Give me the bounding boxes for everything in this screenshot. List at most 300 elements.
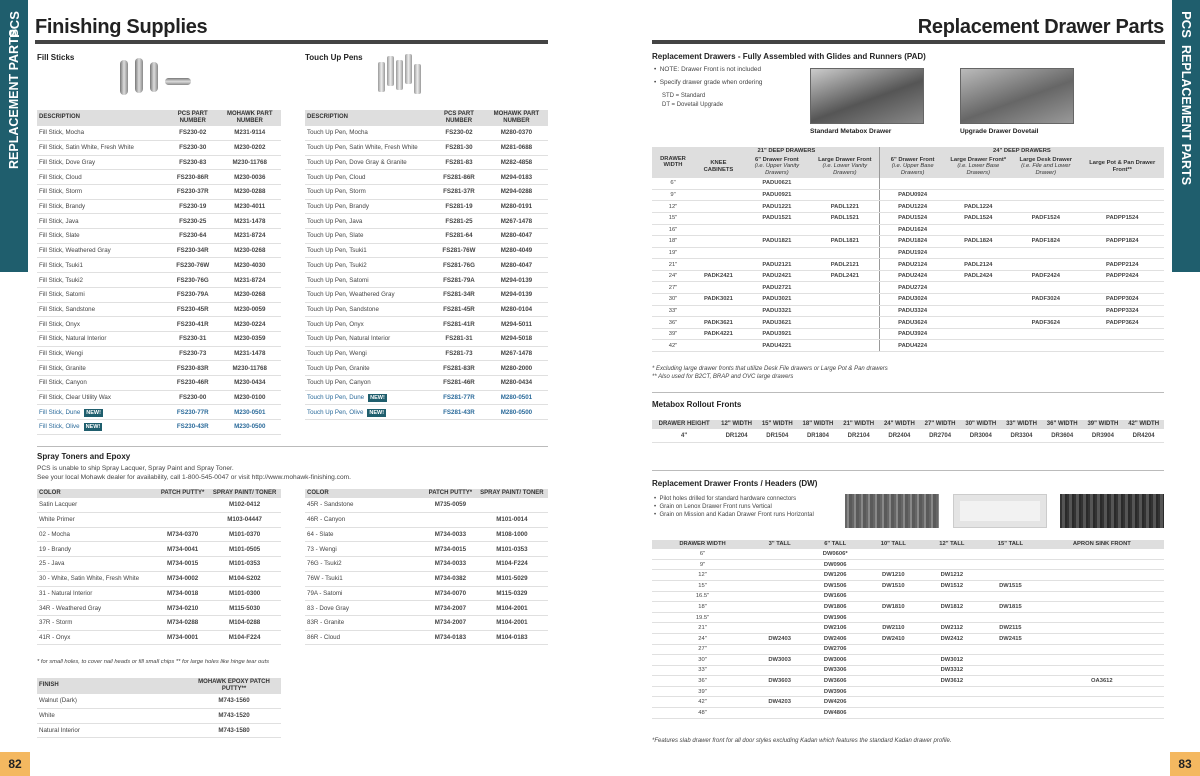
table-cell: Walnut (Dark) (37, 694, 187, 709)
table-cell: M230-0036 (218, 170, 281, 185)
metabox-table (652, 420, 1164, 443)
table-cell: FS230-00 (167, 390, 218, 405)
table-cell: 45R - Sandstone (305, 498, 425, 513)
spray-table-right: COLOR PATCH PUTTY* SPRAY PAINT/ TONER 45R - Sandstone M735-0059 46R - Canyon M101-0014 64 - Slate M734-0033 M108-1000 73 - Wengi M734-0015 M101-0353 76G - Tsuki2 M734-0033 M104-F224 76W - Tsuki1 M734-0382 M101-5029 79A - Satomi M734-0070 M115-0329 83 - Dove Gray M734-2007 M104-2001 83R - Granite M734-2007 M104-2001 86R - Cloud M734-0183 M104-0183 (305, 489, 548, 645)
table-cell (1040, 665, 1164, 676)
table-cell (1011, 247, 1080, 259)
right-page-title: Replacement Drawer Parts (917, 16, 1164, 38)
table-cell (157, 498, 208, 513)
table-cell: PADU3621 (743, 317, 811, 329)
table-cell: 9" (652, 189, 694, 201)
table-cell: PADU0921 (743, 189, 811, 201)
table-cell: M294-0139 (485, 273, 548, 288)
table-cell: M230-0434 (218, 375, 281, 390)
table-cell: 83 - Dove Gray (305, 601, 425, 616)
table-cell: Touch Up Pen, Satin White, Fresh White (305, 140, 433, 155)
touch-up-pen-row (305, 126, 548, 141)
table-cell: 36" (652, 676, 753, 687)
table-cell: 39" (652, 686, 753, 697)
table-cell (753, 549, 806, 560)
table-cell (157, 513, 208, 528)
table-cell (981, 708, 1040, 719)
table-cell: 6" (652, 549, 753, 560)
table-cell: M734-2007 (425, 601, 476, 616)
table-cell: M231-8724 (218, 229, 281, 244)
table-cell: M735-0059 (425, 498, 476, 513)
table-cell: Touch Up Pen, Onyx (305, 317, 433, 332)
pad-row (652, 189, 1164, 201)
table-cell: PADPP3024 (1081, 294, 1164, 306)
pad-row (652, 247, 1164, 259)
table-cell: Touch Up Pen, Granite (305, 361, 433, 376)
table-cell: M101-0370 (208, 527, 281, 542)
spray-row (37, 498, 281, 513)
table-cell: M734-0033 (425, 527, 476, 542)
table-cell (811, 224, 879, 236)
table-cell: M743-1520 (187, 708, 281, 723)
table-cell: M280-0104 (485, 302, 548, 317)
spray-row (305, 527, 548, 542)
table-cell: PADU0621 (743, 178, 811, 190)
table-cell: PADPP3324 (1081, 305, 1164, 317)
dw-row (652, 665, 1164, 676)
table-cell: Fill Stick, Slate (37, 229, 167, 244)
table-cell: DW3906 (806, 686, 864, 697)
table-cell: FS230-41R (167, 317, 218, 332)
table-cell: PADK3621 (694, 317, 743, 329)
spray-row (305, 513, 548, 528)
table-cell (945, 340, 1011, 352)
table-cell: FS281-34R (433, 287, 485, 302)
fill-stick-row (37, 361, 281, 376)
table-cell: FS230-79A (167, 287, 218, 302)
touch-up-pens-table: DESCRIPTION PCS PART NUMBER MOHAWK PART NUMBER Touch Up Pen, Mocha FS230-02 M280-0370 Touch Up Pen, Satin White, Fresh White FS281-30 M281-0688 Touch Up Pen, Dove Gray & Granite FS281-83 M282-4858 Touch Up Pen, Cloud FS281-86R M294-0183 Touch Up Pen, Storm FS281-37R M294-0288 Touch Up Pen, Brandy FS281-19 M280-0191 Touch Up Pen, Java FS281-25 M267-1478 Touch Up Pen, Slate FS281-64 M280-4047 Touch Up Pen, Tsuki1 FS281-76W M280-4049 Touch Up Pen, Tsuki2 FS281-76G M280-4047 Touch Up Pen, Satomi FS281-79A M294-0139 Touch Up Pen, Weathered Gray FS281-34R M294-0139 Touch Up Pen, Sandstone FS281-45R M280-0104 Touch Up Pen, Onyx FS281-41R M294-5011 Touch Up Pen, Natural Interior FS281-31 M294-5018 Touch Up Pen, Wengi FS281-73 M267-1478 Touch Up Pen, Granite FS281-83R M280-2000 Touch Up Pen, Canyon FS281-46R M280-0434 Touch Up Pen, Dune NEW! FS281-77R M280-0501 Touch Up Pen, Olive NEW! FS281-43R M280-0500 (305, 110, 548, 420)
table-cell (945, 317, 1011, 329)
table-cell: FS281-25 (433, 214, 485, 229)
table-cell: PADL1824 (945, 236, 1011, 248)
table-cell: Natural Interior (37, 723, 187, 738)
table-cell: M230-4011 (218, 199, 281, 214)
table-cell: Touch Up Pen, Dune NEW! (305, 390, 433, 405)
metabox-header: 42" WIDTH (1123, 420, 1164, 429)
table-cell: Fill Stick, Natural Interior (37, 331, 167, 346)
table-cell: FS230-46R (167, 375, 218, 390)
table-cell: FS281-45R (433, 302, 485, 317)
table-cell: DW3312 (923, 665, 982, 676)
touch-up-pen-row (305, 346, 548, 361)
metabox-header: 39" WIDTH (1083, 420, 1124, 429)
table-cell: DW3603 (753, 676, 806, 687)
table-cell: M734-0015 (157, 557, 208, 572)
pad-heading: Replacement Drawers - Fully Assembled with Glides and Runners (PAD) (652, 52, 926, 61)
table-cell (864, 612, 923, 623)
table-cell (1040, 697, 1164, 708)
fill-stick-row (37, 140, 281, 155)
table-cell: 15" (652, 580, 753, 591)
table-cell: 21" (652, 623, 753, 634)
table-cell (694, 340, 743, 352)
spray-row (37, 557, 281, 572)
table-cell: M294-0288 (485, 185, 548, 200)
table-cell (945, 282, 1011, 294)
table-cell: PADU3924 (879, 328, 945, 340)
table-cell (694, 259, 743, 271)
table-cell: M280-0500 (485, 405, 548, 420)
table-cell (981, 655, 1040, 666)
touch-up-pen-row (305, 229, 548, 244)
fill-stick-row (37, 405, 281, 420)
table-cell: M734-0210 (157, 601, 208, 616)
table-cell (945, 247, 1011, 259)
table-cell (811, 282, 879, 294)
table-cell (923, 559, 982, 570)
table-cell (811, 294, 879, 306)
table-cell: FS230-25 (167, 214, 218, 229)
table-cell: 34R - Weathered Gray (37, 601, 157, 616)
fill-stick-row (37, 273, 281, 288)
table-cell: Fill Stick, Weathered Gray (37, 243, 167, 258)
right-side-tab (1172, 0, 1200, 776)
table-cell: M280-2000 (485, 361, 548, 376)
table-cell (1040, 549, 1164, 560)
table-cell: PADU1824 (879, 236, 945, 248)
table-cell: M108-1000 (476, 527, 548, 542)
table-cell (981, 570, 1040, 581)
table-cell (694, 212, 743, 224)
table-cell: White Primer (37, 513, 157, 528)
table-cell: PADF3024 (1011, 294, 1080, 306)
table-cell: DW1812 (923, 602, 982, 613)
metabox-header: 30" WIDTH (960, 420, 1001, 429)
table-cell: M734-0288 (157, 615, 208, 630)
dw-row (652, 559, 1164, 570)
table-cell: PADPP2124 (1081, 259, 1164, 271)
table-cell: FS230-02 (433, 126, 485, 141)
table-cell (1011, 305, 1080, 317)
table-cell: M280-4049 (485, 243, 548, 258)
table-cell: PADF1524 (1011, 212, 1080, 224)
table-cell: Touch Up Pen, Brandy (305, 199, 433, 214)
dw-bullet-3: • Grain on Mission and Kadan Drawer Front runs Horizontal (654, 512, 814, 518)
table-cell (1011, 259, 1080, 271)
table-cell: M280-0434 (485, 375, 548, 390)
table-cell: FS230-31 (167, 331, 218, 346)
touch-up-pens-heading: Touch Up Pens (305, 53, 363, 62)
table-cell: DW0606* (806, 549, 864, 560)
table-cell: DW1606 (806, 591, 864, 602)
table-cell (811, 305, 879, 317)
metabox-header: 12" WIDTH (716, 420, 757, 429)
table-cell: 19" (652, 247, 694, 259)
pad-row (652, 317, 1164, 329)
metabox-cell: DR1804 (798, 429, 839, 443)
table-cell: PADL1524 (945, 212, 1011, 224)
table-cell: DW2110 (864, 623, 923, 634)
table-cell (1040, 633, 1164, 644)
table-cell: 27" (652, 282, 694, 294)
table-cell: 15" (652, 212, 694, 224)
table-cell: Touch Up Pen, Dove Gray & Granite (305, 155, 433, 170)
table-cell (811, 340, 879, 352)
table-cell: M104-F224 (208, 630, 281, 645)
table-cell: DW3012 (923, 655, 982, 666)
table-cell: 64 - Slate (305, 527, 425, 542)
table-cell (476, 498, 548, 513)
right-page-number: 83 (1170, 752, 1200, 776)
spray-row (305, 601, 548, 616)
metabox-heading: Metabox Rollout Fronts (652, 400, 742, 409)
pad-row (652, 305, 1164, 317)
table-cell: Satin Lacquer (37, 498, 157, 513)
table-cell (694, 282, 743, 294)
table-cell: DW1515 (981, 580, 1040, 591)
table-cell: PADU2124 (879, 259, 945, 271)
pad-row (652, 224, 1164, 236)
spray-row (305, 498, 548, 513)
table-cell: FS230-83R (167, 361, 218, 376)
dw-row (652, 686, 1164, 697)
table-cell: M267-1478 (485, 214, 548, 229)
dw-row (652, 602, 1164, 613)
dw-header: 10" TALL (864, 540, 923, 549)
table-cell: Touch Up Pen, Wengi (305, 346, 433, 361)
table-cell: M230-0359 (218, 331, 281, 346)
pad-bullet-1: • NOTE: Drawer Front is not included (654, 66, 762, 73)
dw-row (652, 612, 1164, 623)
table-cell (753, 570, 806, 581)
dw-bullet-1: • Pilot holes drilled for standard hardware connectors (654, 496, 797, 502)
table-cell: DW3612 (923, 676, 982, 687)
table-cell: FS281-86R (433, 170, 485, 185)
table-cell: Fill Stick, Satomi (37, 287, 167, 302)
table-cell: M230-0224 (218, 317, 281, 332)
table-cell: M231-8724 (218, 273, 281, 288)
spray-row (37, 586, 281, 601)
table-cell (811, 247, 879, 259)
right-side-label: REPLACEMENT PARTS (1179, 45, 1193, 186)
pad-table: DRAWER WIDTH 21" DEEP DRAWERS 24" DEEP DRAWERS KNEE CABINETS 6" Drawer Front (i.e. Upper Vanity Drawers) Large Drawer Front (i.e. Lower Vanity Drawers) 6" Drawer Front (i.e. Upper Base Drawers) Large Drawer Front* (i.e. Lower Base Drawers) Large Desk Drawer (i.e. File and Lower Drawer) Large Pot & Pan Drawer Front** 6" PADU0621 9" PADU0921 PADU0924 12" PADU1221 PADL1221 PADU1224 PADL1224 15" PADU1521 PADL1521 PADU1524 PADL1524 PADF1524 PADPP1524 16" PADU1624 18" PADU1821 PADL1821 PADU1824 PADL1824 PADF1824 PADPP1824 19" PADU1924 21" PADU2121 PADL2121 PADU2124 PADL2124 PADPP2124 24" PADK2421 PADU2421 PADL2421 PADU2424 PADL2424 PADF2424 PADPP2424 27" PADU2721 PADU2724 30" PADK3021 PADU3021 PADU3024 PADF3024 PADPP3024 33" PADU3321 PADU3324 PADPP3324 36" PADK3621 PADU3621 PADU3624 PADF3624 PADPP3624 39" PADK4221 PADU3921 PADU3924 42" PADU4221 PADU4224 (652, 147, 1164, 352)
table-cell: M734-0002 (157, 571, 208, 586)
table-cell (753, 623, 806, 634)
table-cell: PADU4224 (879, 340, 945, 352)
table-cell (753, 644, 806, 655)
table-cell (981, 559, 1040, 570)
table-cell (753, 665, 806, 676)
spray-row (305, 615, 548, 630)
touch-up-pen-row (305, 361, 548, 376)
left-page-number: 82 (0, 752, 30, 776)
table-cell: PADL2424 (945, 270, 1011, 282)
touch-up-pen-row (305, 140, 548, 155)
table-cell: Fill Stick, Satin White, Fresh White (37, 140, 167, 155)
table-cell: PADPP1824 (1081, 236, 1164, 248)
fill-stick-row (37, 317, 281, 332)
spray-line-2: See your local Mohawk dealer for availability, call 1-800-545-0047 or visit http://www.mohawk-finishing.com. (37, 474, 351, 481)
table-cell: PADU2421 (743, 270, 811, 282)
metabox-cell: DR2704 (920, 429, 961, 443)
table-cell: DW4203 (753, 697, 806, 708)
table-cell: DW1810 (864, 602, 923, 613)
pad-row (652, 270, 1164, 282)
table-cell: Fill Stick, Mocha (37, 126, 167, 141)
table-cell (923, 686, 982, 697)
table-cell: PADU2724 (879, 282, 945, 294)
metabox-cell: DR2104 (838, 429, 879, 443)
table-cell: DW3006 (806, 655, 864, 666)
table-cell: Fill Stick, Java (37, 214, 167, 229)
table-cell (694, 236, 743, 248)
table-cell (864, 665, 923, 676)
metabox-cell: DR3904 (1083, 429, 1124, 443)
table-cell: M734-0041 (157, 542, 208, 557)
table-cell: 83R - Granite (305, 615, 425, 630)
metabox-header: 33" WIDTH (1001, 420, 1042, 429)
table-cell: Fill Stick, Tsuki1 (37, 258, 167, 273)
table-cell (694, 224, 743, 236)
table-cell (864, 697, 923, 708)
new-badge: NEW! (85, 424, 101, 431)
table-cell (1040, 623, 1164, 634)
table-cell: PADU1221 (743, 201, 811, 213)
spray-row (305, 557, 548, 572)
table-cell: 02 - Mocha (37, 527, 157, 542)
table-cell: PADL1821 (811, 236, 879, 248)
table-cell: Touch Up Pen, Java (305, 214, 433, 229)
table-cell: PADU1624 (879, 224, 945, 236)
table-cell (1011, 224, 1080, 236)
table-cell: DW2112 (923, 623, 982, 634)
table-cell: M230-0202 (218, 140, 281, 155)
table-cell (694, 189, 743, 201)
table-cell (1040, 708, 1164, 719)
spray-line-1: PCS is unable to ship Spray Lacquer, Spray Paint and Spray Toner. (37, 465, 234, 472)
fill-sticks-table: DESCRIPTION PCS PART NUMBER MOHAWK PART NUMBER Fill Stick, Mocha FS230-02 M231-9114 Fill Stick, Satin White, Fresh White FS230-30 M230-0202 Fill Stick, Dove Gray FS230-83 M230-11768 Fill Stick, Cloud FS230-86R M230-0036 Fill Stick, Storm FS230-37R M230-0288 Fill Stick, Brandy FS230-19 M230-4011 Fill Stick, Java FS230-25 M231-1478 Fill Stick, Slate FS230-64 M231-8724 Fill Stick, Weathered Gray FS230-34R M230-0268 Fill Stick, Tsuki1 FS230-76W M230-4030 Fill Stick, Tsuki2 FS230-76G M231-8724 Fill Stick, Satomi FS230-79A M230-0268 Fill Stick, Sandstone FS230-45R M230-0059 Fill Stick, Onyx FS230-41R M230-0224 Fill Stick, Natural Interior FS230-31 M230-0359 Fill Stick, Wengi FS230-73 M231-1478 Fill Stick, Granite FS230-83R M230-11768 Fill Stick, Canyon FS230-46R M230-0434 Fill Stick, Clear Utility Wax FS230-00 M230-0100 Fill Stick, Dune NEW! FS230-77R M230-0501 Fill Stick, Olive NEW! FS230-43R M230-0500 (37, 110, 281, 435)
table-cell: 19.5" (652, 612, 753, 623)
spray-row (37, 542, 281, 557)
right-title-rule (652, 40, 1165, 44)
table-cell: DW1512 (923, 580, 982, 591)
metabox-cell: DR1504 (757, 429, 798, 443)
table-cell: M230-11768 (218, 361, 281, 376)
table-cell (945, 178, 1011, 190)
table-cell: M280-0370 (485, 126, 548, 141)
table-cell (981, 644, 1040, 655)
dw-header: DRAWER WIDTH (652, 540, 753, 549)
pad-row (652, 259, 1164, 271)
fill-stick-row (37, 155, 281, 170)
table-cell: Touch Up Pen, Sandstone (305, 302, 433, 317)
table-cell (694, 305, 743, 317)
table-cell (1011, 282, 1080, 294)
table-cell: M734-0370 (157, 527, 208, 542)
table-cell: 41R - Onyx (37, 630, 157, 645)
metabox-header: DRAWER HEIGHT (652, 420, 716, 429)
table-cell: DW4806 (806, 708, 864, 719)
spray-row (37, 571, 281, 586)
fill-stick-row (37, 243, 281, 258)
table-cell: 73 - Wengi (305, 542, 425, 557)
table-cell: M101-0353 (208, 557, 281, 572)
table-cell: Touch Up Pen, Natural Interior (305, 331, 433, 346)
table-cell (743, 247, 811, 259)
table-cell (1040, 644, 1164, 655)
dw-row (652, 623, 1164, 634)
table-cell: 18" (652, 236, 694, 248)
table-cell: PADU3024 (879, 294, 945, 306)
dw-header: 6" TALL (806, 540, 864, 549)
table-cell: 86R - Cloud (305, 630, 425, 645)
table-cell: PADU1524 (879, 212, 945, 224)
left-title-rule (35, 40, 548, 44)
table-cell: 24" (652, 633, 753, 644)
touch-up-pen-row (305, 375, 548, 390)
table-cell: DW2115 (981, 623, 1040, 634)
table-cell: DW1206 (806, 570, 864, 581)
table-cell: 30 - White, Satin White, Fresh White (37, 571, 157, 586)
dw-row (652, 591, 1164, 602)
spray-row (37, 601, 281, 616)
table-cell: FS281-77R (433, 390, 485, 405)
table-cell: FS230-86R (167, 170, 218, 185)
table-cell (864, 655, 923, 666)
fill-stick-row (37, 375, 281, 390)
table-cell: M230-4030 (218, 258, 281, 273)
new-badge: NEW! (86, 409, 101, 416)
table-cell: Fill Stick, Wengi (37, 346, 167, 361)
new-badge: NEW! (370, 395, 385, 401)
spray-heading: Spray Toners and Epoxy (37, 452, 131, 461)
table-cell: FS281-46R (433, 375, 485, 390)
table-cell (811, 178, 879, 190)
table-cell: Touch Up Pen, Olive NEW! (305, 405, 433, 420)
table-cell (1040, 580, 1164, 591)
table-cell: M280-4047 (485, 258, 548, 273)
table-cell (981, 686, 1040, 697)
divider (37, 446, 548, 447)
table-cell: FS230-45R (167, 302, 218, 317)
table-cell: PADL2124 (945, 259, 1011, 271)
table-cell (1011, 328, 1080, 340)
table-cell (753, 591, 806, 602)
table-cell: Fill Stick, Cloud (37, 170, 167, 185)
table-cell (1081, 224, 1164, 236)
table-cell: FS281-41R (433, 317, 485, 332)
pad-row (652, 294, 1164, 306)
left-page-title: Finishing Supplies (35, 16, 208, 38)
table-cell: 12" (652, 570, 753, 581)
dw-header: 12" TALL (923, 540, 982, 549)
pad-row (652, 328, 1164, 340)
table-cell: PADU1821 (743, 236, 811, 248)
metabox-cell: DR4204 (1123, 429, 1164, 443)
table-cell: PADK4221 (694, 328, 743, 340)
table-cell: PADU4221 (743, 340, 811, 352)
pad-row (652, 178, 1164, 190)
upgrade-drawer-dovetail-image (960, 68, 1074, 124)
table-cell: PADK3021 (694, 294, 743, 306)
spray-row (37, 513, 281, 528)
table-cell (1081, 282, 1164, 294)
dw-table (652, 540, 1164, 719)
table-cell: 36" (652, 317, 694, 329)
table-cell (694, 247, 743, 259)
dw-header: APRON SINK FRONT (1040, 540, 1164, 549)
table-cell: M294-0183 (485, 170, 548, 185)
table-cell: 33" (652, 305, 694, 317)
table-cell: M103-04447 (208, 513, 281, 528)
table-cell: 33" (652, 665, 753, 676)
table-cell: Touch Up Pen, Weathered Gray (305, 287, 433, 302)
